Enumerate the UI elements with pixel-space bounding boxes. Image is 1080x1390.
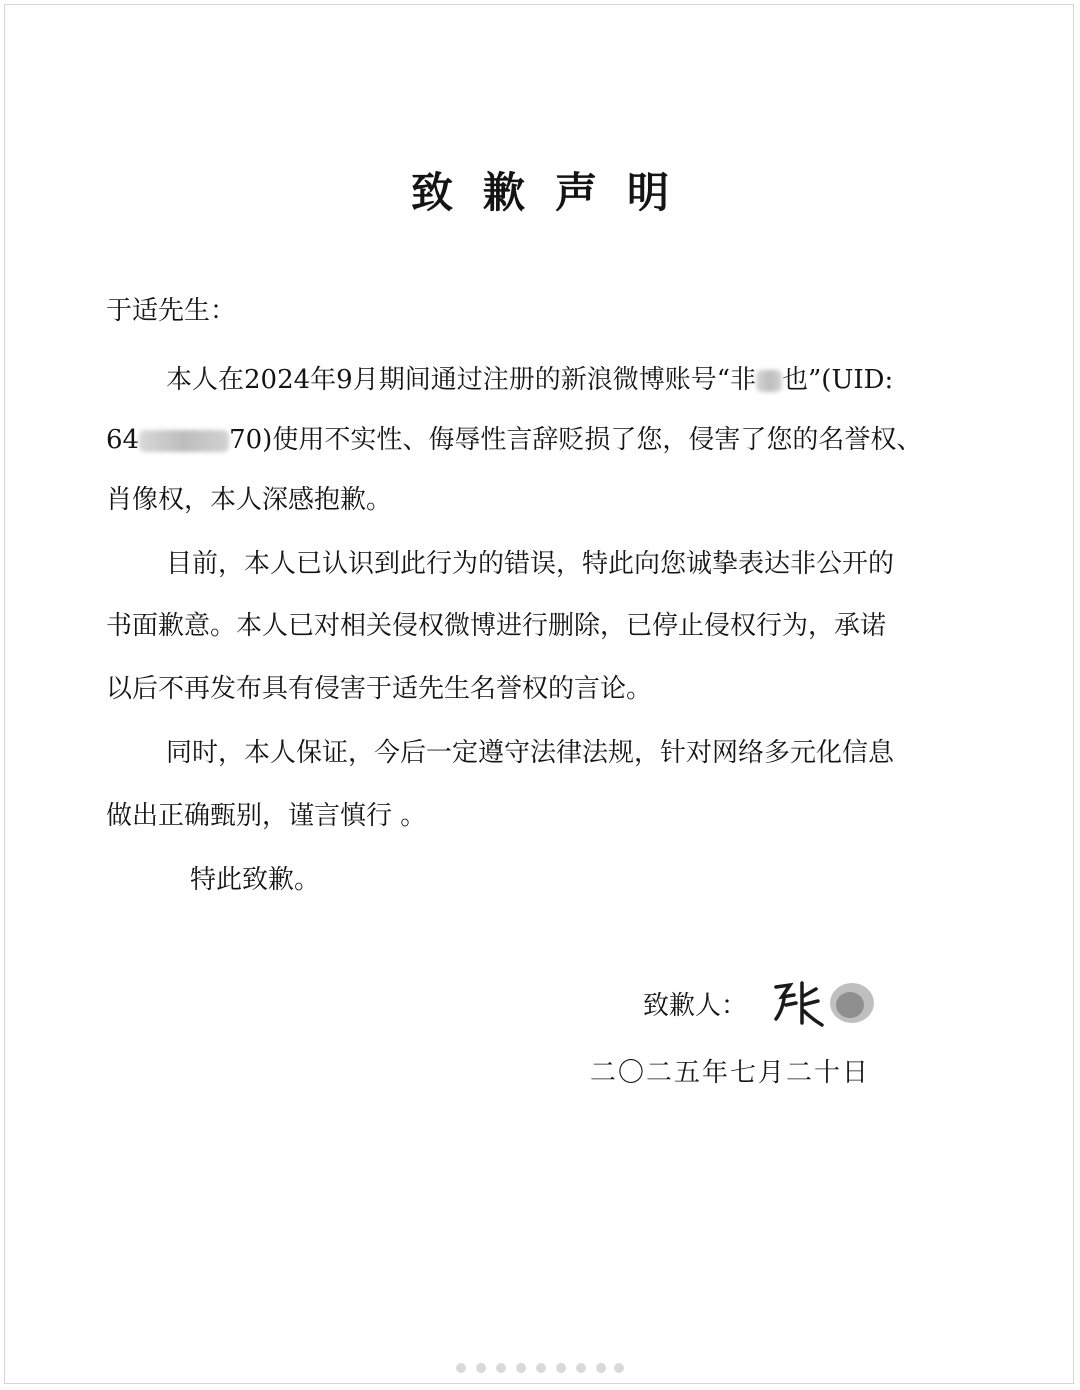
redacted-uid <box>139 430 229 452</box>
signature-label: 致歉人： <box>643 991 748 1021</box>
paragraph-3-line-2: 做出正确甄别，谨言慎行 。 <box>106 801 427 831</box>
signature-redaction-blur <box>830 983 874 1023</box>
p1-line2-prefix: 64 <box>106 425 140 455</box>
paragraph-2-line-1: 目前，本人已认识到此行为的错误，特此向您诚挚表达非公开的 <box>166 549 895 579</box>
paragraph-1-line-1 <box>166 364 893 396</box>
closing-line: 特此致歉。 <box>190 865 321 895</box>
paragraph-2-line-3: 以后不再发布具有侵害于适先生名誉权的言论。 <box>106 674 653 704</box>
paragraph-2-line-2: 书面歉意。本人已对相关侵权微博进行删除，已停止侵权行为，承诺 <box>106 611 887 641</box>
handwritten-signature-icon <box>768 975 878 1035</box>
redacted-account-name <box>756 370 782 392</box>
paragraph-3-line-1: 同时，本人保证，今后一定遵守法律法规，针对网络多元化信息 <box>166 738 895 768</box>
signature-handwriting <box>776 983 822 1025</box>
signature-date: 二〇二五年七月二十日 <box>590 1058 871 1088</box>
p1-line1-suffix: 也”(UID: <box>782 365 894 395</box>
salutation: 于适先生： <box>106 296 237 326</box>
paragraph-1-line-3: 肖像权，本人深感抱歉。 <box>106 485 393 515</box>
document-title: 致歉声明 <box>410 168 699 217</box>
image-watermark-dots-icon <box>455 1362 625 1374</box>
paragraph-1-line-2 <box>106 424 922 456</box>
p1-line1-prefix: 本人在2024年9月期间通过注册的新浪微博账号“非 <box>166 365 757 395</box>
p1-line2-suffix: 70)使用不实性、侮辱性言辞贬损了您，侵害了您的名誉权、 <box>229 425 923 455</box>
